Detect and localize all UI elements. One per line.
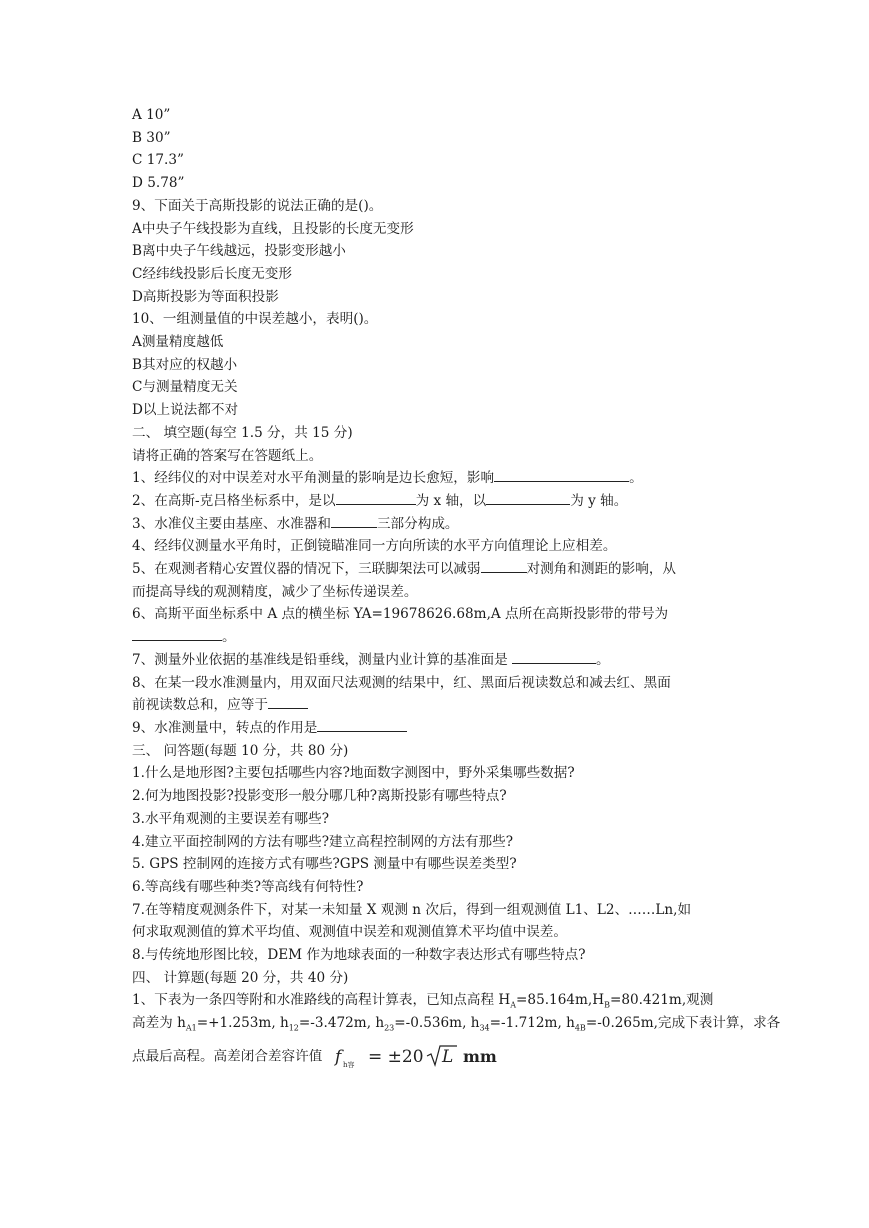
- option: D 5.78”: [132, 175, 185, 192]
- fill-blank-5: [132, 558, 752, 581]
- formula-var: L: [441, 1046, 453, 1067]
- option: A测量精度越低: [132, 334, 224, 351]
- section-3-title: 三、 问答题(每题 10 分，共 80 分): [132, 742, 349, 759]
- text: 7、测量外业依据的基准线是铅垂线，测量内业计算的基准面是: [132, 651, 512, 668]
- essay-question: 3.水平角观测的主要误差有哪些?: [132, 810, 329, 827]
- fill-blank-9: [132, 717, 752, 740]
- section-4-title: 四、 计算题(每题 20 分，共 40 分): [132, 969, 349, 986]
- fill-blank-8: 8、在某一段水准测量内，用双面尺法观测的结果中，红、黑面后视读数总和减去红、黑面: [132, 674, 671, 691]
- calc-question-1: [132, 989, 752, 1012]
- calc-question-1-cont: [132, 1012, 781, 1035]
- fill-blank-3: [132, 513, 752, 536]
- section-2-title: 二、 填空题(每空 1.5 分，共 15 分): [132, 424, 353, 441]
- text: 为 x 轴，以: [415, 492, 487, 509]
- subscript: A: [510, 1001, 517, 1011]
- fill-blank-7: [132, 649, 752, 672]
- question-10: 10、一组测量值的中误差越小，表明()。: [132, 311, 378, 328]
- answer-blank: [268, 694, 308, 709]
- option: B其对应的权越小: [132, 356, 238, 373]
- answer-blank: [494, 467, 629, 482]
- option: A中央子午线投影为直线，且投影的长度无变形: [132, 220, 414, 237]
- fill-blank-5-cont: 而提高导线的观测精度，减少了坐标传递误差。: [132, 583, 418, 600]
- essay-question-8: 8.与传统地形图比较，DEM 作为地球表面的一种数字表达形式有哪些特点?: [132, 947, 586, 964]
- document-page: [132, 104, 781, 1071]
- fill-blank-1: [132, 467, 752, 490]
- text: 1、经纬仪的对中误差对水平角测量的影响是边长愈短，影响: [132, 470, 495, 487]
- fill-blank-8-cont: [132, 694, 752, 717]
- subscript: 12: [288, 1023, 299, 1033]
- text: 。: [629, 470, 643, 487]
- formula-f: f: [334, 1046, 341, 1067]
- text: 。: [596, 651, 610, 668]
- text: =-0.536m, h: [394, 1015, 480, 1032]
- text: =80.421m,观测: [609, 992, 714, 1009]
- text: =85.164m,H: [516, 992, 605, 1009]
- calc-question-1-end: [132, 1043, 752, 1071]
- option: A 10”: [132, 107, 171, 123]
- tolerance-formula: [333, 1043, 503, 1071]
- answer-blank: [317, 717, 407, 732]
- text: 三部分构成。: [376, 515, 459, 532]
- essay-question-7: 7.在等精度观测条件下，对某一未知量 X 观测 n 次后，得到一组观测值 L1、L2、……Ln,如: [132, 901, 692, 918]
- section-2-instruction: 请将正确的答案写在答题纸上。: [132, 447, 323, 464]
- option: B 30”: [132, 129, 171, 146]
- subscript: 4B: [574, 1023, 586, 1033]
- option: B离中央子午线越远，投影变形越小: [132, 243, 346, 260]
- essay-question: 5. GPS 控制网的连接方式有哪些?GPS 测量中有哪些误差类型?: [132, 856, 517, 873]
- answer-blank: [331, 513, 377, 528]
- text: 9、水准测量中，转点的作用是: [132, 719, 318, 736]
- subscript: 23: [384, 1023, 395, 1033]
- text: =-3.472m, h: [298, 1015, 385, 1032]
- text: =-0.265m,完成下表计算，求各: [585, 1015, 781, 1032]
- subscript: A1: [185, 1023, 197, 1033]
- text: 对测角和测距的影响，从: [526, 561, 677, 578]
- option: D高斯投影为等面积投影: [132, 288, 279, 305]
- option: C与测量精度无关: [132, 379, 238, 396]
- text: 5、在观测者精心安置仪器的情况下，三联脚架法可以减弱: [132, 561, 481, 578]
- answer-blank: [336, 490, 416, 505]
- answer-blank: [486, 490, 570, 505]
- answer-blank: [481, 558, 527, 573]
- text: =-1.712m, h: [489, 1015, 575, 1032]
- option: D以上说法都不对: [132, 402, 239, 419]
- fill-blank-6-cont: [132, 626, 752, 649]
- essay-question: 2.何为地图投影?投影变形一般分哪几种?离斯投影有哪些特点?: [132, 788, 507, 805]
- option: C 17.3”: [132, 152, 184, 169]
- essay-question: 4.建立平面控制网的方法有哪些?建立高程控制网的方法有那些?: [132, 833, 513, 850]
- essay-question-7-cont: 何求取观测值的算术平均值、观测值中误差和观测值算术平均值中误差。: [132, 924, 567, 941]
- fill-blank-4: 4、经纬仪测量水平角时，正倒镜瞄准同一方向所读的水平方向值理论上应相差。: [132, 538, 617, 555]
- text: 2、在高斯-克吕格坐标系中，是以: [132, 492, 336, 509]
- formula-unit: mm: [462, 1046, 497, 1066]
- text: 1、下表为一条四等附和水准路线的高程计算表，已知点高程 H: [132, 992, 511, 1009]
- subscript: B: [604, 1001, 610, 1011]
- text: 高差为 h: [132, 1015, 186, 1032]
- text: =+1.253m, h: [196, 1015, 289, 1032]
- formula-sub: h容: [342, 1060, 355, 1069]
- text: 3、水准仪主要由基座、水准器和: [132, 515, 331, 532]
- text: 为 y 轴。: [570, 492, 628, 509]
- text: 点最后高程。高差闭合差容许值: [132, 1048, 323, 1065]
- subscript: 34: [479, 1023, 490, 1033]
- essay-question: 6.等高线有哪些种类?等高线有何特性?: [132, 878, 364, 895]
- fill-blank-6: 6、高斯平面坐标系中 A 点的横坐标 YA=19678626.68m,A 点所在高斯投影带的带号为: [132, 606, 669, 623]
- question-9: 9、下面关于高斯投影的说法正确的是()。: [132, 197, 383, 214]
- formula-eq: = ±20: [367, 1046, 424, 1067]
- option: C经纬线投影后长度无变形: [132, 265, 292, 282]
- answer-blank: [132, 626, 222, 641]
- text: 前视读数总和，应等于: [132, 697, 268, 714]
- essay-question: 1.什么是地形图?主要包括哪些内容?地面数字测图中，野外采集哪些数据?: [132, 765, 575, 782]
- answer-blank: [512, 649, 596, 664]
- text: 。: [222, 629, 236, 646]
- fill-blank-2: [132, 490, 752, 513]
